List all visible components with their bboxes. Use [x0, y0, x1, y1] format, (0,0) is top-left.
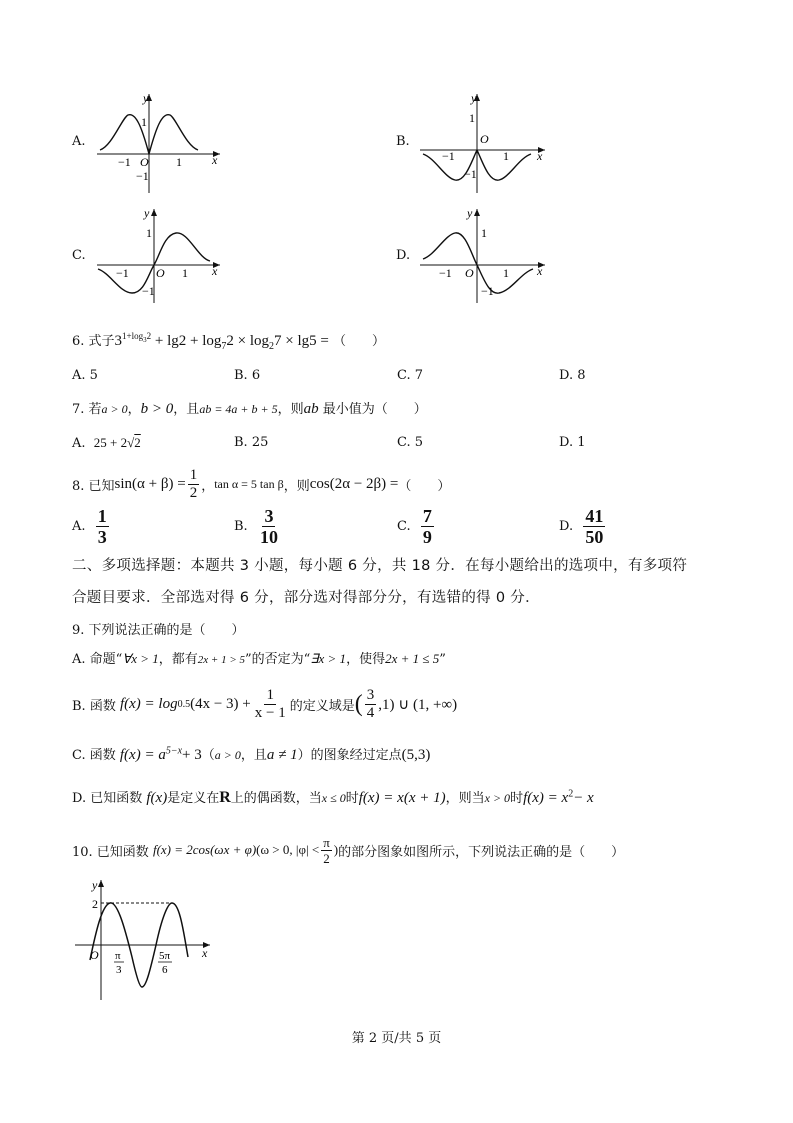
- q9-option-d: D. 已知函数 f(x)是定义在R上的偶函数，当x ≤ 0时f(x) = x(x + 1)，则当x > 0时$f(x) = x^2- x$: [72, 788, 594, 806]
- y-tick-1: 1: [141, 115, 147, 129]
- q7-option-b: B. 25: [234, 435, 269, 450]
- origin-label: O: [156, 266, 165, 280]
- q6-expression: $3^{1+log_32} + \lg 2 + \log_72 \times \log_27 \times \lg 5$ =: [114, 331, 329, 352]
- question-8: 8. 已知 sin(α + β) = $\frac{1}{2}$ ， tan α = 5 tan β ，则 cos(2α − 2β) = （ ）: [72, 466, 451, 501]
- graph-d: [415, 203, 555, 308]
- q7-option-c: C. 5: [397, 435, 424, 450]
- y-axis-label: y: [471, 91, 477, 105]
- x-tick-1: 1: [182, 266, 188, 280]
- section-2-line-2: 合题目要求．全部选对得 6 分，部分选对得部分分，有选错的得 0 分．: [72, 590, 540, 606]
- option-a-label: A.: [72, 134, 86, 149]
- option-c-label: C.: [72, 248, 86, 263]
- x-axis-label: x: [537, 149, 543, 163]
- q8-half-fraction: $\frac{1}{2}$: [189, 466, 198, 501]
- x-tick-pi-over-3-den: 3: [116, 964, 122, 976]
- y-axis-label: y: [467, 206, 473, 220]
- q8-option-a: A. $\frac{1}{3}$: [72, 505, 107, 547]
- x-tick-neg1: −1: [118, 155, 131, 169]
- x-tick-pi-over-3-num: π: [115, 950, 121, 962]
- option-d-label: D.: [396, 248, 411, 263]
- q6-option-c: C. 7: [397, 368, 424, 383]
- question-6: [72, 330, 385, 352]
- q7-option-a: A. 25 + 2√2: [72, 435, 141, 451]
- x-axis-label: x: [212, 153, 218, 167]
- y-axis-label: y: [92, 878, 98, 892]
- y-tick-neg1: −1: [142, 284, 155, 298]
- y-tick-neg1: −1: [136, 169, 149, 183]
- section-2-line-1: 二、多项选择题：本题共 3 小题，每小题 6 分，共 18 分．在每小题给出的选项中，有多项符: [72, 558, 688, 574]
- q6-option-d: D. 8: [559, 368, 586, 383]
- y-tick-neg1: −1: [464, 167, 477, 181]
- graph-a: [92, 88, 232, 198]
- x-tick-1: 1: [503, 149, 509, 163]
- y-tick-neg1: −1: [481, 284, 494, 298]
- origin-label: O: [140, 155, 149, 169]
- x-tick-neg1: −1: [442, 149, 455, 163]
- question-7: 7. 若a > 0，b > 0，且ab = 4a + b + 5，则ab 最小值为（ ）: [72, 401, 427, 417]
- graph-b: [415, 88, 555, 198]
- x-axis-label: x: [212, 264, 218, 278]
- origin-label: O: [90, 948, 99, 962]
- graph-c: [92, 203, 232, 308]
- x-tick-5pi-over-6-den: 6: [162, 964, 168, 976]
- question-10: 10. 已知函数 f(x) = 2cos(ωx + φ) (ω > 0, |φ| < $\frac{\pi}{2}$ ) 的部分图象如图所示，下列说法正确的是（ ）: [72, 834, 625, 866]
- x-tick-5pi-over-6-num: 5π: [159, 950, 171, 962]
- origin-label: O: [480, 132, 489, 146]
- x-tick-1: 1: [176, 155, 182, 169]
- q8-option-d: D. $\frac{41}{50}$: [559, 505, 604, 547]
- q6-option-b: B. 6: [234, 368, 261, 383]
- q8-option-b: B. $\frac{3}{10}$: [234, 505, 278, 547]
- q7-option-d: D. 1: [559, 435, 586, 450]
- y-tick-1: 1: [481, 226, 487, 240]
- q6-option-a: A. 5: [72, 368, 98, 383]
- x-tick-neg1: −1: [116, 266, 129, 280]
- page-footer: 第 2 页/共 5 页: [351, 1031, 442, 1046]
- option-b-label: B.: [396, 134, 410, 149]
- y-tick-1: 1: [146, 226, 152, 240]
- x-tick-1: 1: [503, 266, 509, 280]
- q6-answer-paren: （ ）: [333, 334, 386, 349]
- y-tick-1: 1: [469, 111, 475, 125]
- q9-option-b: B. 函数 f(x) = log 0.5 (4x − 3) + $\frac{1}{x - 1}$ 的定义域是 ( $\frac{3}{4}$ ,1) ∪ (1, +∞): [72, 686, 458, 721]
- q10-graph: [70, 875, 215, 1005]
- q9-option-c: C. 函数 $f(x) = a^{5-x}+ 3(a > 0$，且a ≠ 1）的图象经过定点(5,3): [72, 745, 431, 763]
- y-tick-2: 2: [92, 897, 98, 911]
- x-axis-label: x: [537, 264, 543, 278]
- question-9-stem: 9. 下列说法正确的是（ ）: [72, 623, 245, 638]
- y-axis-label: y: [144, 206, 150, 220]
- x-axis-label: x: [202, 946, 208, 960]
- q6-prefix: 6. 式子: [72, 334, 115, 349]
- origin-label: O: [465, 266, 474, 280]
- q8-option-c: C. $\frac{7}{9}$: [397, 505, 432, 547]
- x-tick-neg1: −1: [439, 266, 452, 280]
- y-axis-label: y: [143, 91, 149, 105]
- q9-option-a: A. 命题“∀x > 1，都有2x + 1 > 5”的否定为“∃x > 1，使得2x + 1 ≤ 5”: [72, 651, 446, 667]
